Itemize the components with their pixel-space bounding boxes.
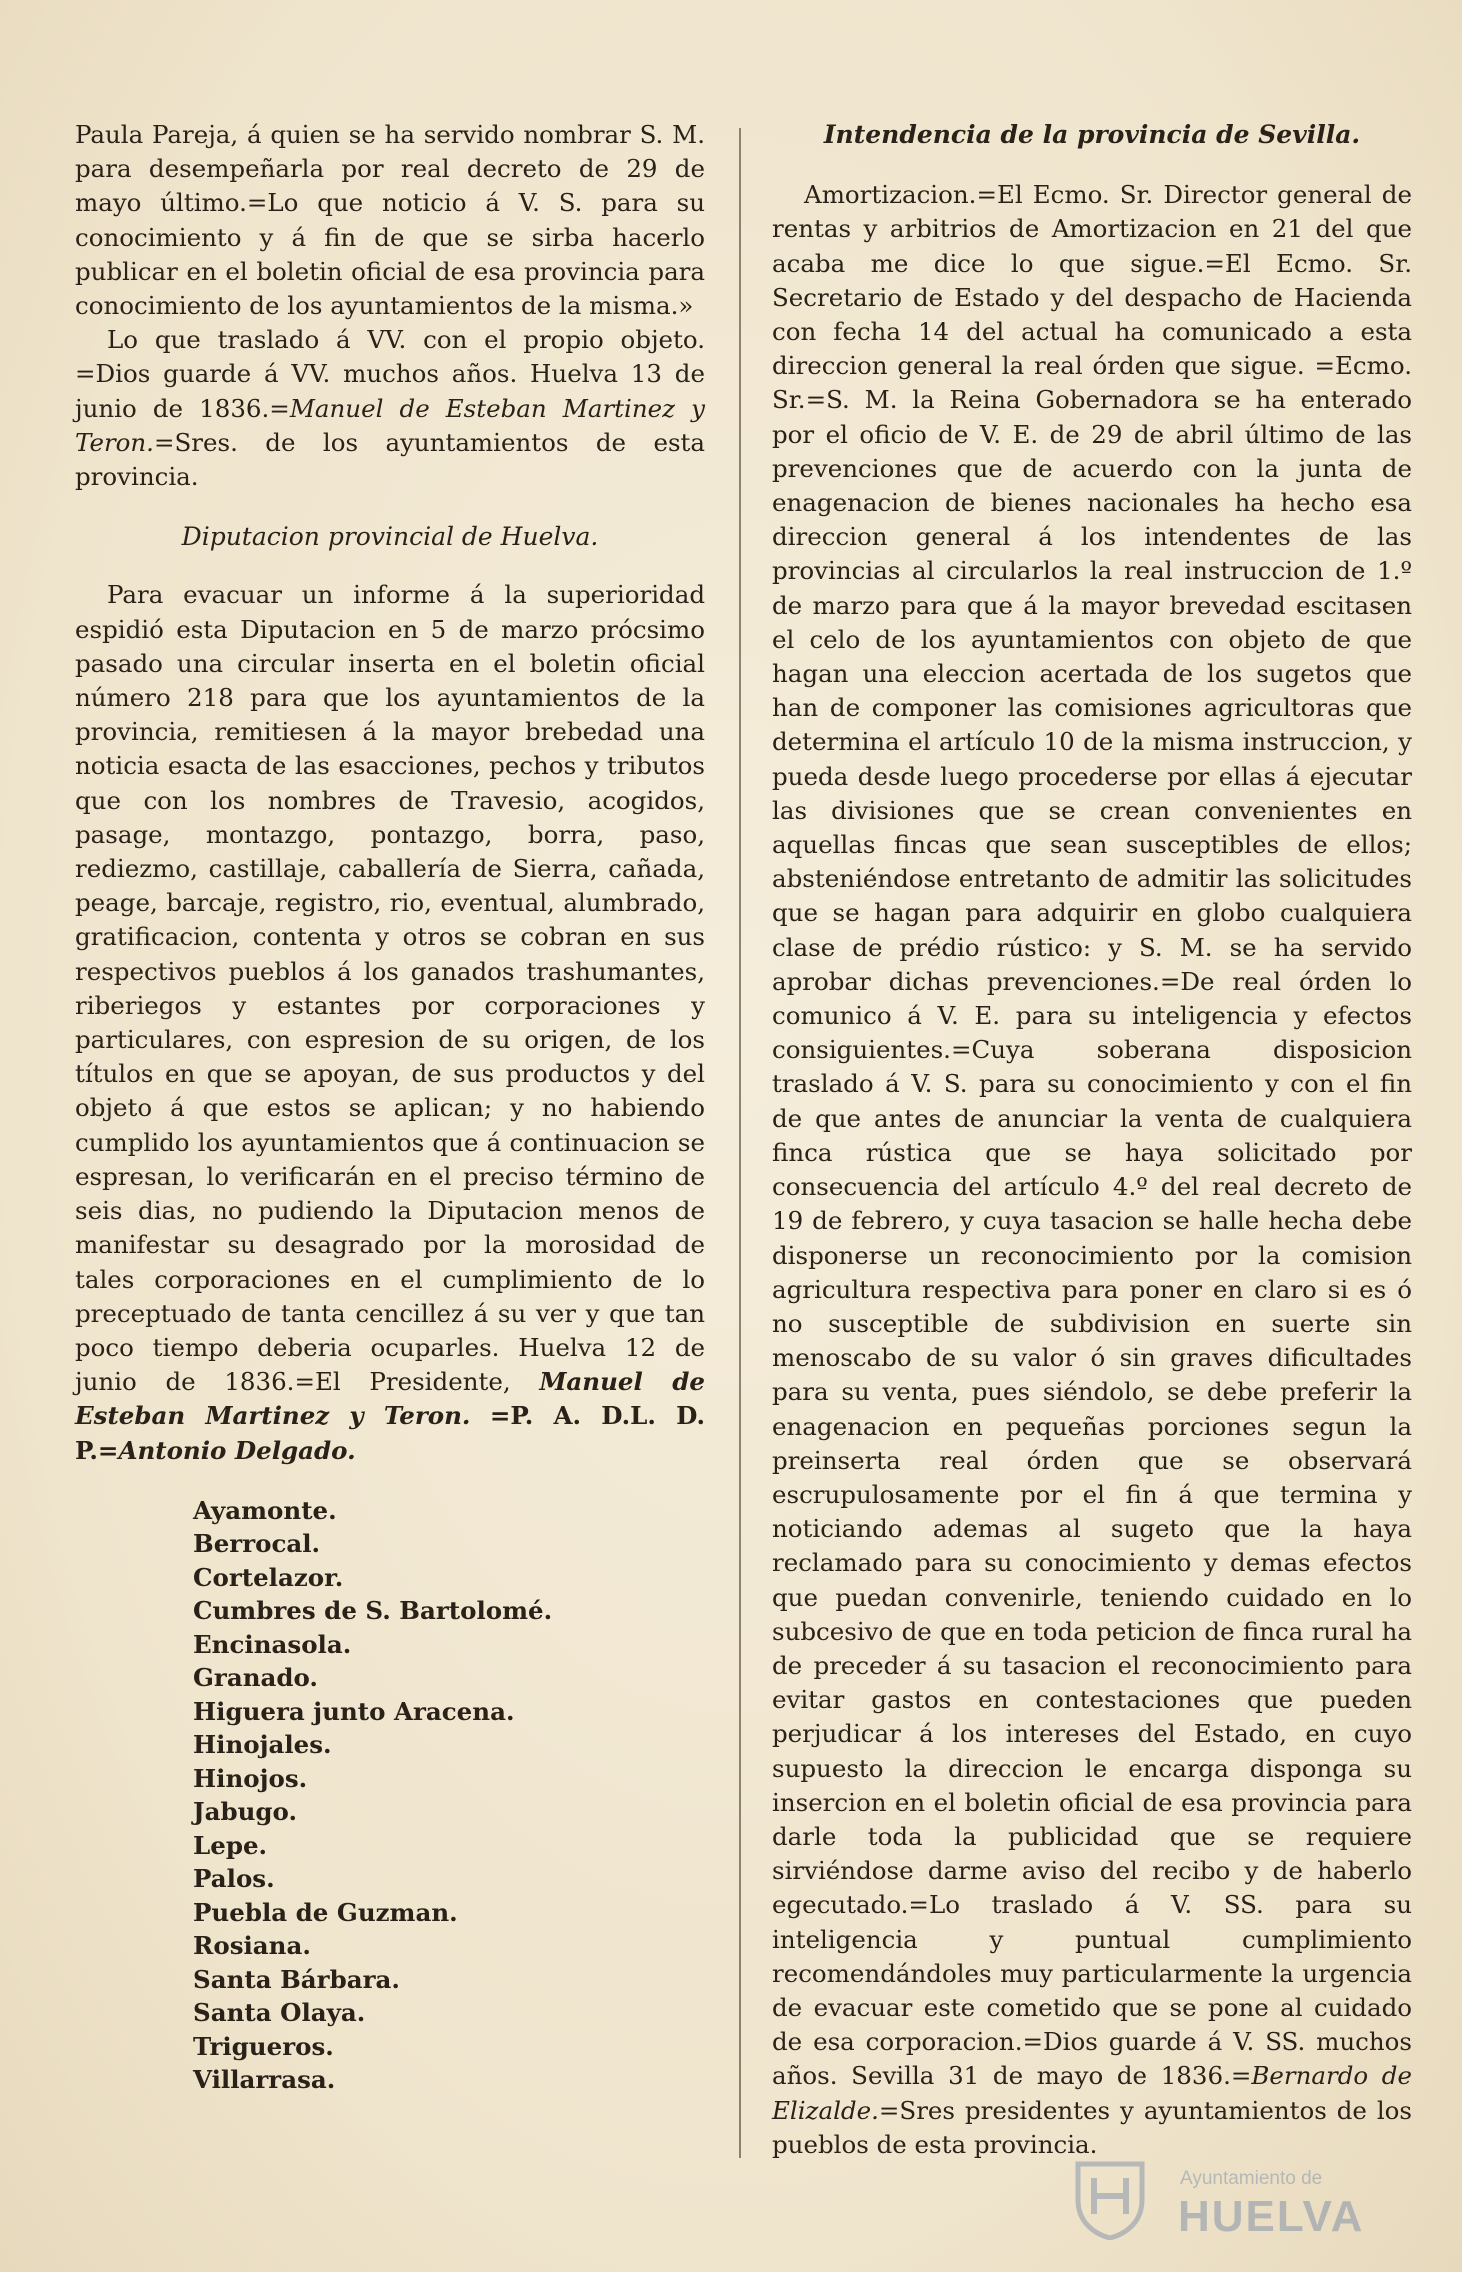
paragraph: Paula Pareja, á quien se ha servido nombrar S. M. para desempeñarla por real decreto de 29 de mayo último.=Lo que noticio á V. S. para su conocimiento y á fin de que se sirba hacerlo publicar en el boletin oficial de esa provincia para conocimiento de los ayuntamientos de la misma.»	[75, 120, 705, 321]
list-item: Lepe.	[193, 1830, 268, 1860]
section-heading: Diputacion provincial de Huelva.	[181, 522, 599, 552]
paragraph: Para evacuar un informe á la superioridad espidió esta Diputacion en 5 de marzo prócsimo pasado una circular inserta en el boletin oficial número 218 para que los ayuntamientos de la provincia, remitiesen á la mayor brebedad una noticia esacta de las esacciones, pechos y tributos que con los nombres de Travesio, acogidos, pasage, montazgo, pontazgo, borra, paso, rediezmo, castillaje, caballería de Sierra, cañada, peage, barcaje, registro, rio, eventual, alumbrado, gratificacion, contenta y otros se cobran en sus respectivos pueblos á los ganados trashumantes, riberiegos y estantes por corporaciones y particulares, con espresion de su origen, de los títulos en que se apoyan, de sus productos y del objeto á que estos se aplican; y no habiendo cumplido los ayuntamientos que á continuacion se espresan, lo verificarán en el preciso término de seis dias, no pudiendo la Diputacion menos de manifestar su desagrado por la morosidad de tales corporaciones en el cumplimiento de lo preceptuado de tanta cencillez á su ver y que tan poco tiempo deberia ocuparles. Huelva 12 de junio de 1836.=El Presidente, Manuel de Esteban Martinez y Teron. =P. A. D.L. D. P.=Antonio Delgado.	[75, 580, 705, 1465]
signature: Manuel de Esteban Martinez y Teron.	[75, 1367, 705, 1431]
list-item: Rosiana.	[193, 1931, 311, 1961]
list-item: Encinasola.	[193, 1629, 352, 1659]
column-divider	[739, 128, 741, 2158]
list-item: Granado.	[193, 1663, 318, 1693]
list-item: Puebla de Guzman.	[193, 1897, 458, 1927]
left-column	[75, 118, 705, 2097]
list-item: Cortelazor.	[193, 1562, 344, 1592]
list-item: Ayamonte.	[193, 1495, 337, 1525]
section-heading: Intendencia de la provincia de Sevilla.	[823, 120, 1361, 149]
list-item: Jabugo.	[193, 1797, 297, 1827]
list-item: Villarrasa.	[193, 2065, 336, 2095]
list-item: Palos.	[193, 1864, 275, 1894]
list-item: Berrocal.	[193, 1529, 321, 1559]
list-item: Santa Olaya.	[193, 1998, 366, 2028]
watermark-text: Ayuntamiento de	[1180, 2168, 1323, 2189]
watermark-title: HUELVA	[1178, 2192, 1365, 2241]
signature: Manuel de Esteban Martinez y Teron.	[75, 393, 705, 457]
town-list	[75, 1494, 705, 2097]
right-column	[772, 118, 1412, 2162]
list-item: Hinojales.	[193, 1730, 332, 1760]
list-item: Higuera junto Aracena.	[193, 1696, 515, 1726]
paragraph: Amortizacion.=El Ecmo. Sr. Director general de rentas y arbitrios de Amortizacion en 21 del que acaba me dice lo que sigue.=El Ecmo. Sr. Secretario de Estado y del despacho de Hacienda con fecha 14 del actual ha comunicado a esta direccion general la real órden que sigue. =Ecmo. Sr.=S. M. la Reina Gobernadora se ha enterado por el oficio de V. E. de 29 de abril último de las prevenciones que de acuerdo con la junta de enagenacion de bienes nacionales ha hecho esa direccion general á los intendentes de las provincias al circularlos la real instruccion de 1.º de marzo para que á la mayor brevedad escitasen el celo de los ayuntamientos con objeto de que hagan una eleccion acertada de los sugetos que han de componer las comisiones agricultoras que determina el artículo 10 de la misma instruccion, y pueda desde luego procederse por ellas á ejecutar las divisiones que se crean convenientes en aquellas fincas que sean susceptibles de ellos; absteniéndose entretanto de admitir las solicitudes que se hagan para adquirir en globo cualquiera clase de prédio rústico: y S. M. se ha servido aprobar dichas prevenciones.=De real órden lo comunico á V. E. para su inteligencia y efectos consiguientes.=Cuya soberana disposicion traslado á V. S. para su conocimiento y con el fin de que antes de anunciar la venta de cualquiera finca rústica que se haya solicitado por consecuencia del artículo 4.º del real decreto de 19 de febrero, y cuya tasacion se halle hecha debe disponerse un reconocimiento por la comision agricultura respectiva para poner en claro si es ó no susceptible de subdivision en suerte sin menoscabo de su valor ó sin graves dificultades para su venta, pues siéndolo, se debe preferir la enagenacion en pequeñas porciones segun la preinserta real órden que se observará escrupulosamente por el fin á que termina y noticiando ademas al sugeto que la haya reclamado para su conocimiento y demas efectos que puedan convenirle, teniendo cuidado en lo subcesivo de que en toda peticion de finca rural ha de preceder á su tasacion el reconocimiento para evitar gastos en contestaciones que pueden perjudicar á los intereses del Estado, en cuyo supuesto la direccion le encarga disponga su insercion en el boletin oficial de esa provincia para darle toda la publicidad que se requiere sirviéndose darme aviso del recibo y de haberlo egecutado.=Lo traslado á V. SS. para su inteligencia y puntual cumplimiento recomendándoles muy particularmente la urgencia de evacuar este cometido que se pone al cuidado de esa corporacion.=Dios guarde á V. SS. muchos años. Sevilla 31 de mayo de 1836.=Bernardo de Elizalde.=Sres presidentes y ayuntamientos de los pueblos de esta provincia.	[772, 180, 1412, 2159]
list-item: Trigueros.	[193, 2031, 334, 2061]
coat-of-arms-icon	[1068, 2156, 1152, 2240]
watermark-logo	[1068, 2150, 1388, 2246]
list-item: Cumbres de S. Bartolomé.	[193, 1596, 553, 1626]
signature: Antonio Delgado.	[118, 1435, 356, 1465]
list-item: Santa Bárbara.	[193, 1964, 400, 1994]
signature: Bernardo de Elizalde.	[772, 2061, 1412, 2125]
list-item: Hinojos.	[193, 1763, 308, 1793]
paragraph: Lo que traslado á VV. con el propio objeto. =Dios guarde á VV. muchos años. Huelva 13 de junio de 1836.=Manuel de Esteban Martinez y Teron.=Sres. de los ayuntamientos de esta provincia.	[75, 325, 705, 492]
